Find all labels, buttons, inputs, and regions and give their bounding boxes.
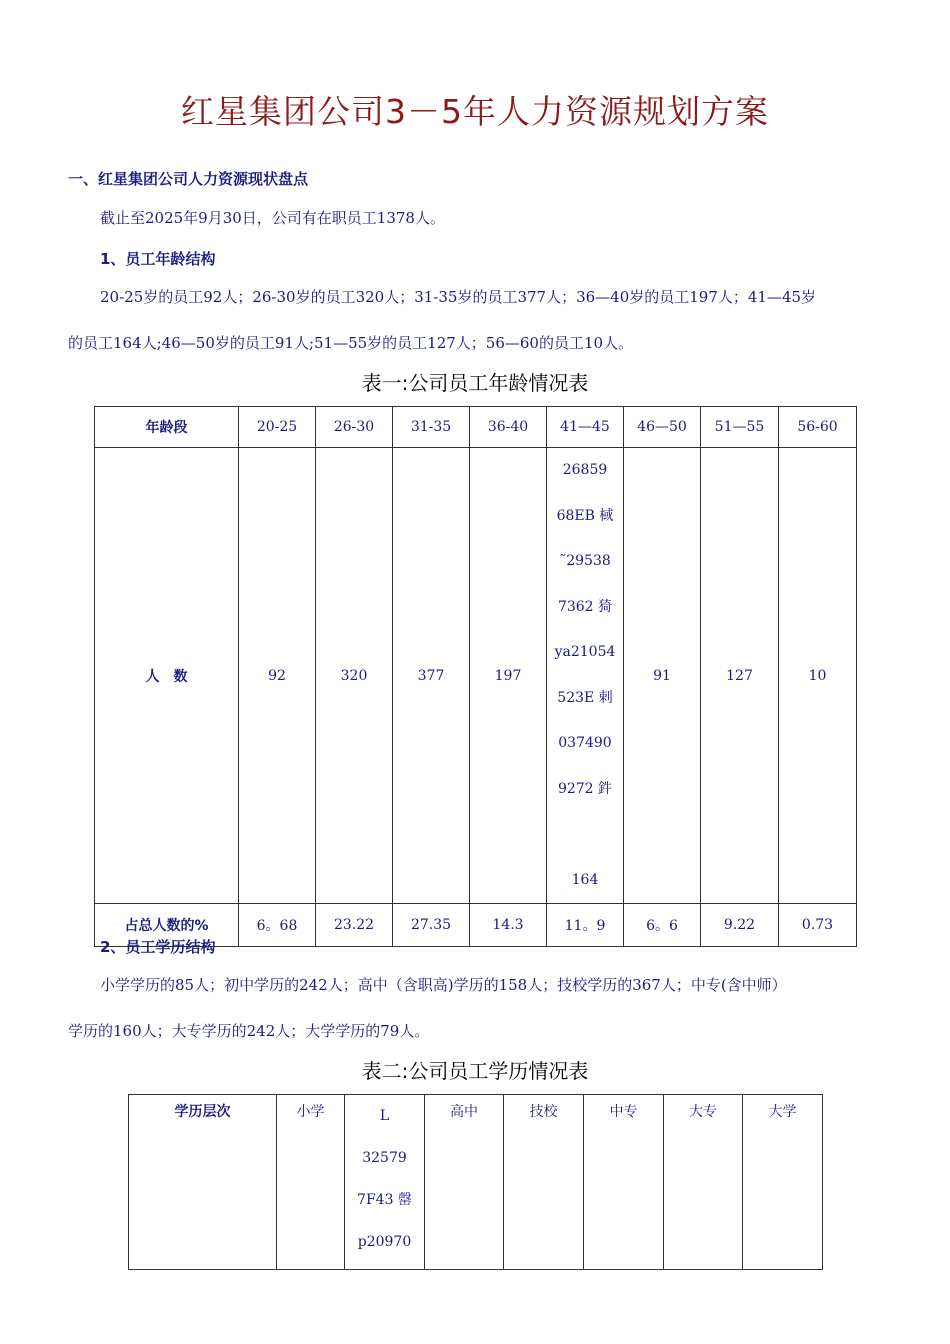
age-row-label: 年龄段 [95, 407, 239, 448]
intro-paragraph: 截止至2025年9月30日，公司有在职员工1378人。 [100, 209, 445, 227]
garbled-line: 037490 [558, 735, 612, 751]
garbled-line: 68EB 棫 [556, 507, 614, 524]
garbled-line: 7F43 罄 [357, 1192, 412, 1208]
count-cell: 320 [316, 448, 393, 904]
age-cell: 46—50 [624, 407, 701, 448]
age-cell: 41—45 [547, 407, 624, 448]
section-1-heading: 一、红星集团公司人力资源现状盘点 [68, 170, 309, 188]
age-table [94, 406, 857, 947]
education-row [129, 1095, 823, 1270]
percent-cell: 27.35 [393, 904, 470, 947]
count-cell: 92 [239, 448, 316, 904]
count-row-label: 人 数 [95, 448, 239, 904]
age-cell: 36-40 [470, 407, 547, 448]
count-cell-41-45 [547, 448, 624, 904]
garbled-line: ˜29538 [559, 553, 611, 569]
count-value-41-45: 164 [571, 871, 599, 888]
education-table [128, 1094, 823, 1270]
count-cell: 197 [470, 448, 547, 904]
age-cell: 31-35 [393, 407, 470, 448]
percent-row-label: 占总人数的% [95, 904, 239, 947]
count-cell: 10 [779, 448, 857, 904]
education-paragraph-line2: 学历的160人；大专学历的242人；大学学历的79人。 [68, 1022, 430, 1040]
count-cell: 91 [624, 448, 701, 904]
garbled-line: 9272 鈝 [557, 780, 613, 797]
level-cell: 中专 [584, 1095, 664, 1270]
garbled-line: 32579 [362, 1150, 407, 1166]
age-cell: 26-30 [316, 407, 393, 448]
percent-cell: 11。9 [547, 904, 624, 947]
education-row-label: 学历层次 [129, 1095, 277, 1270]
count-cell: 127 [701, 448, 779, 904]
age-row [95, 407, 857, 448]
level-cell: 技校 [504, 1095, 584, 1270]
age-paragraph-line1: 20-25岁的员工92人；26-30岁的员工320人；31-35岁的员工377人；36—40岁的员工197人；41—45岁 [100, 288, 817, 306]
percent-cell: 23.22 [316, 904, 393, 947]
document-title: 红星集团公司3－5年人力资源规划方案 [181, 92, 769, 131]
percent-cell: 0.73 [779, 904, 857, 947]
garbled-line: L [379, 1108, 390, 1124]
percent-cell: 6。6 [624, 904, 701, 947]
age-cell: 56-60 [779, 407, 857, 448]
percent-cell: 6。68 [239, 904, 316, 947]
table2-caption: 表二:公司员工学历情况表 [361, 1059, 589, 1083]
garbled-line: 7362 猗 [557, 598, 613, 615]
count-row [95, 448, 857, 904]
level-cell-junior [345, 1095, 425, 1270]
level-cell: 高中 [425, 1095, 504, 1270]
age-cell: 51—55 [701, 407, 779, 448]
percent-cell: 9.22 [701, 904, 779, 947]
level-cell: 大专 [664, 1095, 743, 1270]
age-paragraph-line2: 的员工164人;46—50岁的员工91人;51—55岁的员工127人；56—60的员工10人。 [68, 334, 634, 352]
education-paragraph-line1: 小学学历的85人；初中学历的242人；高中（含职高)学历的158人；技校学历的367人；中专(含中师） [100, 976, 787, 994]
level-cell: 大学 [743, 1095, 823, 1270]
table1-caption: 表一:公司员工年龄情况表 [361, 371, 589, 395]
level-cell: 小学 [277, 1095, 345, 1270]
age-structure-heading: 1、员工年龄结构 [100, 250, 216, 268]
percent-cell: 14.3 [470, 904, 547, 947]
count-cell: 377 [393, 448, 470, 904]
garbled-line: 523E 剌 [557, 689, 613, 706]
garbled-line: ya21054 [554, 644, 616, 660]
garbled-line: 26859 [562, 462, 608, 478]
education-structure-heading: 2、员工学历结构 [100, 938, 216, 956]
garbled-line: p20970 [357, 1234, 412, 1250]
age-cell: 20-25 [239, 407, 316, 448]
